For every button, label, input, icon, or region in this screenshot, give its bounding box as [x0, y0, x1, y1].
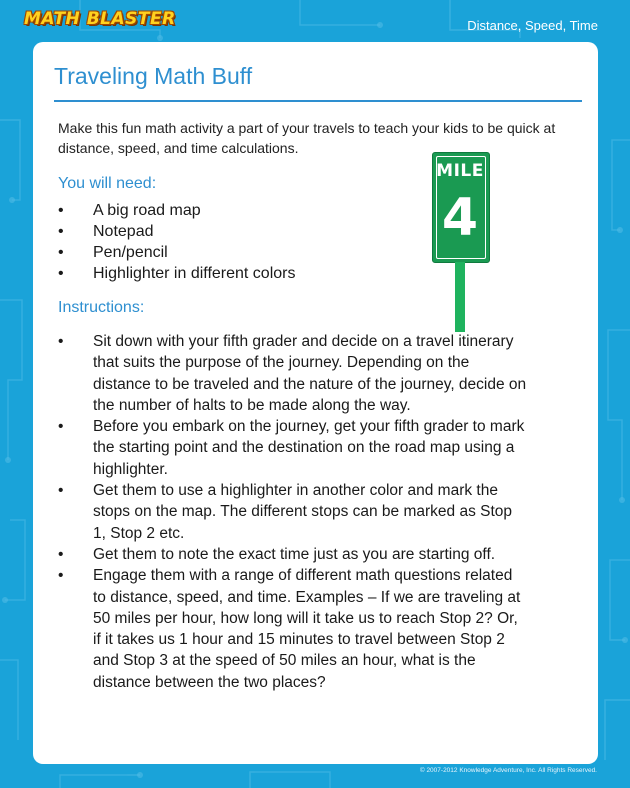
list-item-text: A big road map [93, 202, 201, 219]
topic-label: Distance, Speed, Time [467, 18, 598, 33]
bullet: • [58, 223, 64, 240]
list-item-text: Get them to use a highlighter in another color and mark the stops on the map. The different stops can be marked as Stop 1, Stop 2 etc. [93, 482, 513, 542]
list-item [58, 480, 528, 544]
list-item [58, 416, 528, 480]
list-item [58, 565, 528, 693]
bullet: • [58, 418, 64, 436]
bullet: • [58, 265, 64, 282]
list-item-text: Get them to note the exact time just as you are starting off. [93, 545, 496, 563]
bullet: • [58, 333, 64, 350]
list-item [58, 331, 528, 416]
title-divider [54, 100, 582, 102]
list-item [58, 242, 295, 263]
sign-mile-number: 4 [441, 188, 479, 248]
mile-marker-sign-illustration [432, 152, 490, 332]
copyright-notice: © 2007-2012 Knowledge Adventure, Inc. All Rights Reserved. [419, 767, 597, 774]
list-item [58, 263, 295, 284]
list-item-text: Notepad [93, 223, 154, 240]
instructions-list [58, 331, 528, 693]
list-item [58, 200, 295, 221]
worksheet-card [33, 42, 598, 764]
list-item [58, 221, 295, 242]
list-item-text: Highlighter in different colors [93, 265, 296, 282]
bullet: • [58, 244, 64, 261]
list-item [58, 544, 528, 565]
intro-paragraph: Make this fun math activity a part of your travels to teach your kids to be quick at distance, speed, and time calculations. [58, 120, 556, 156]
bullet: • [58, 482, 64, 500]
instructions-heading: Instructions: [58, 299, 145, 316]
bullet: • [58, 202, 64, 219]
materials-list [58, 200, 295, 284]
bullet: • [58, 545, 64, 563]
math-blaster-logo: MATH BLASTER [24, 9, 176, 29]
list-item-text: Pen/pencil [93, 244, 168, 261]
page-title: Traveling Math Buff [54, 63, 253, 89]
list-item-text: Before you embark on the journey, get your fifth grader to mark the starting point and the destination on the road map using a highlighter. [93, 418, 525, 478]
sign-mile-label: MILE [436, 161, 484, 181]
list-item-text: Sit down with your fifth grader and decide on a travel itinerary that suits the purpose of the journey. Depending on the distance to be traveled and the nature of the journey, decide on the number of halts to be made along the way. [93, 333, 527, 414]
sign-post [455, 262, 465, 332]
list-item-text: Engage them with a range of different math questions related to distance, speed, and time. Examples – If we are traveling at 50 miles per hour, how long will it take us to reach Stop 2? Or, if it takes us 1 hour and 15 minutes to travel between Stop 2 and Stop 3 at the speed of 50 miles an hour, what is the distance between the two places? [93, 567, 521, 691]
bullet: • [58, 567, 64, 585]
you-will-need-heading: You will need: [58, 175, 157, 192]
